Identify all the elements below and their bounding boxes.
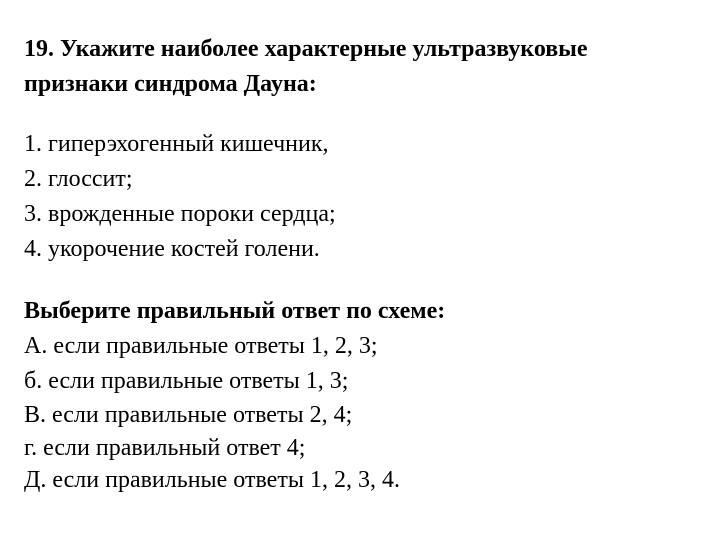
answer-option: В. если правильные ответы 2, 4; [24, 402, 353, 428]
list-item: 4. укорочение костей голени. [24, 236, 320, 262]
answer-option: б. если правильные ответы 1, 3; [24, 368, 349, 394]
answer-option: А. если правильные ответы 1, 2, 3; [24, 333, 378, 359]
list-item: 1. гиперэхогенный кишечник, [24, 131, 329, 157]
list-item: 2. глоссит; [24, 166, 133, 192]
list-item: 3. врожденные пороки сердца; [24, 201, 336, 227]
instruction-heading: Выберите правильный ответ по схеме: [24, 298, 446, 324]
answer-option: г. если правильный ответ 4; [24, 435, 306, 461]
answer-option: Д. если правильные ответы 1, 2, 3, 4. [24, 467, 400, 493]
question-title-line-1: 19. Укажите наиболее характерные ультразвуковые [24, 36, 588, 62]
question-title-line-2: признаки синдрома Дауна: [24, 71, 317, 97]
